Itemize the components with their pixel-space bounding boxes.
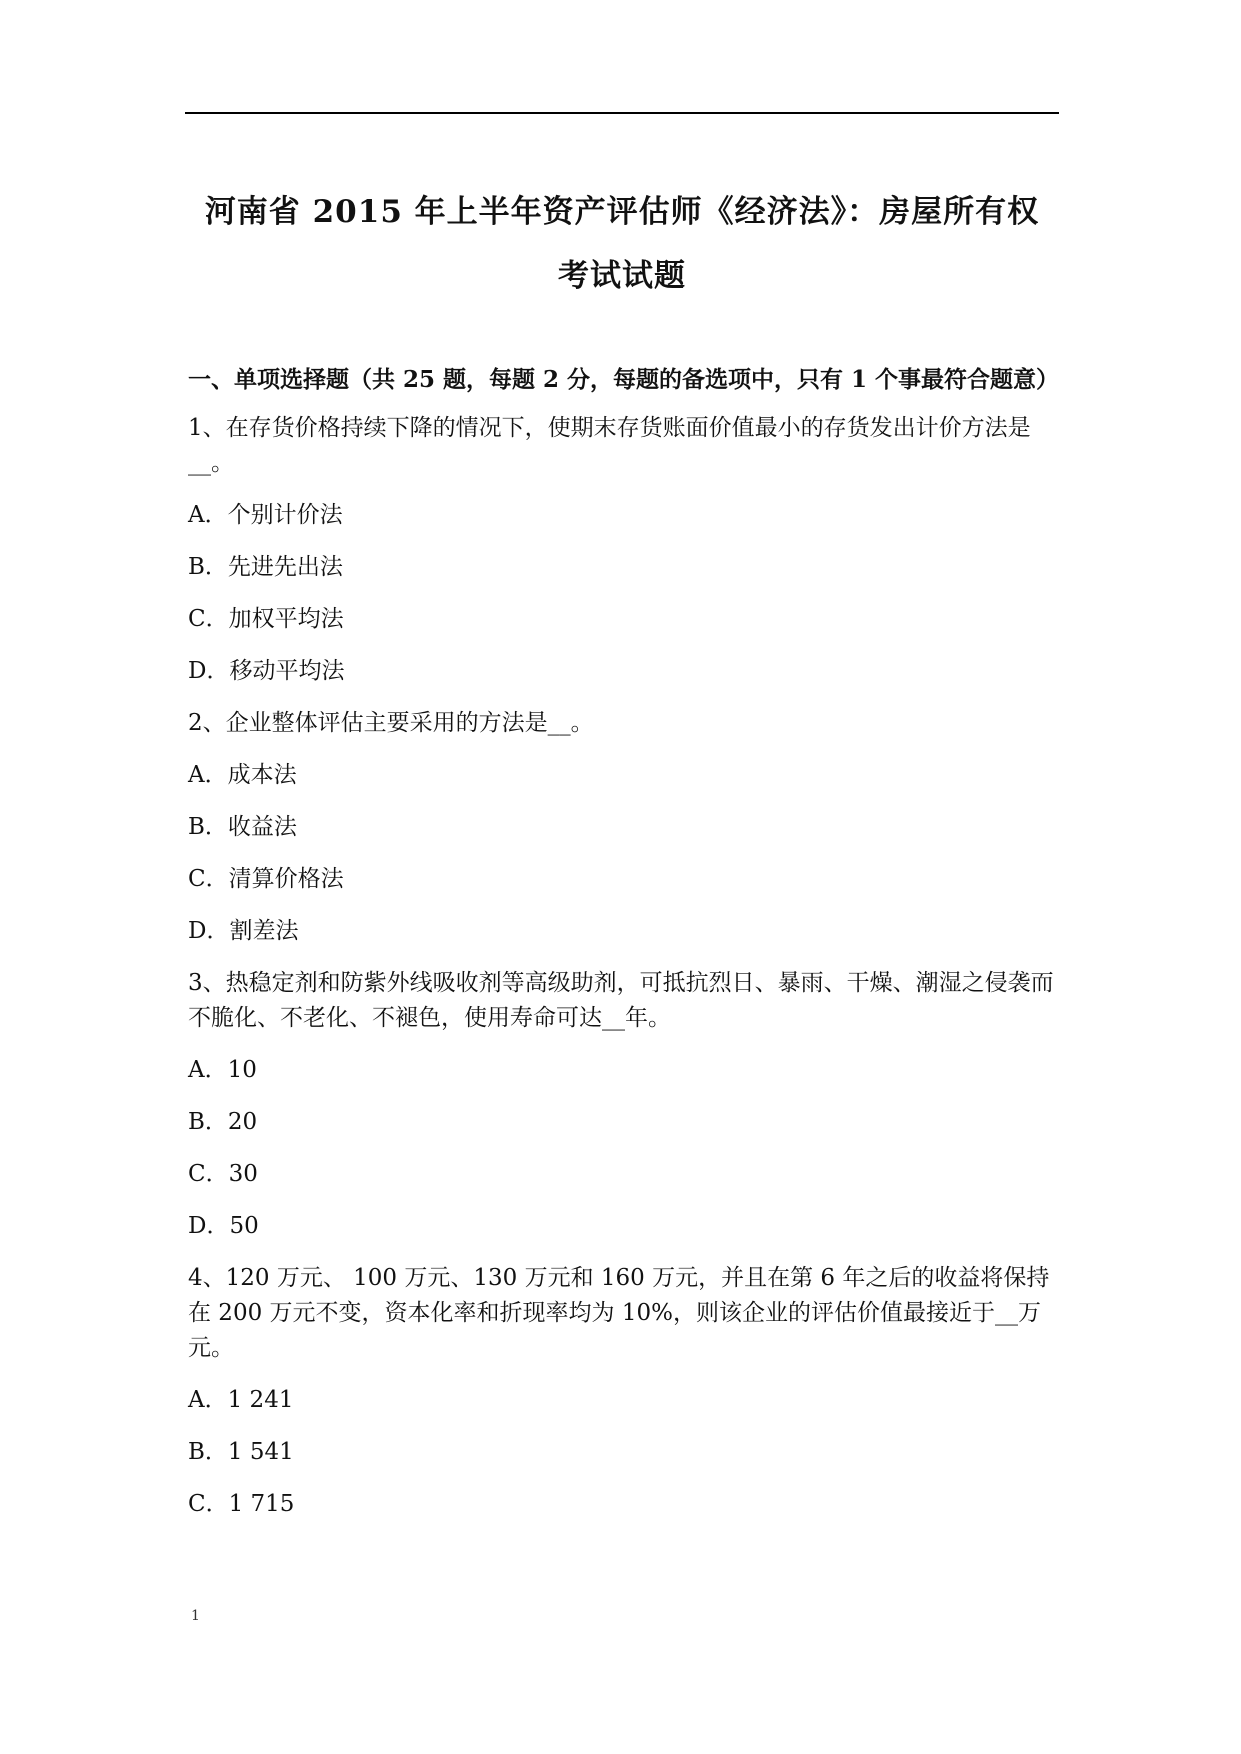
option-d: D．50 [188,1213,259,1239]
option-b: B．先进先出法 [188,554,343,580]
option-a: A．1 241 [188,1387,294,1413]
question-block [188,1261,1060,1522]
section-heading: 一、单项选择题（共 25 题，每题 2 分，每题的备选项中，只有 1 个事最符合题意） [188,366,1060,393]
question-text: 1、在存货价格持续下降的情况下，使期末存货账面价值最小的存货发出计价方法是__。 [188,415,1031,476]
title-line-1: 河南省 2015 年上半年资产评估师《经济法》：房屋所有权 [204,194,1040,230]
question-block [188,411,1060,689]
header-rule [185,112,1059,114]
title-line-2: 考试试题 [558,258,686,294]
option-d: D．移动平均法 [188,658,345,684]
option-a: A．个别计价法 [188,502,343,528]
option-c: C．30 [188,1161,258,1187]
option-c: C．清算价格法 [188,866,344,892]
option-d: D．割差法 [188,918,299,944]
option-a: A．10 [188,1057,257,1083]
option-c: C．1 715 [188,1491,295,1517]
page-number: 1 [191,1608,200,1624]
question-text: 4、120 万元、 100 万元、130 万元和 160 万元，并且在第 6 年之后的收益将保持在 200 万元不变，资本化率和折现率均为 10%，则该企业的评估价值最接近于__万元。 [188,1265,1050,1361]
question-text: 3、热稳定剂和防紫外线吸收剂等高级助剂，可抵抗烈日、暴雨、干燥、潮湿之侵袭而不脆化、不老化、不褪色，使用寿命可达__年。 [188,970,1054,1031]
question-text: 2、企业整体评估主要采用的方法是__。 [188,710,594,736]
option-b: B．20 [188,1109,258,1135]
question-block [188,706,1060,949]
document-title [185,180,1059,308]
option-a: A．成本法 [188,762,297,788]
option-c: C．加权平均法 [188,606,344,632]
option-b: B．收益法 [188,814,297,840]
question-block [188,966,1060,1244]
option-b: B．1 541 [188,1439,294,1465]
document-body [188,362,1060,1539]
